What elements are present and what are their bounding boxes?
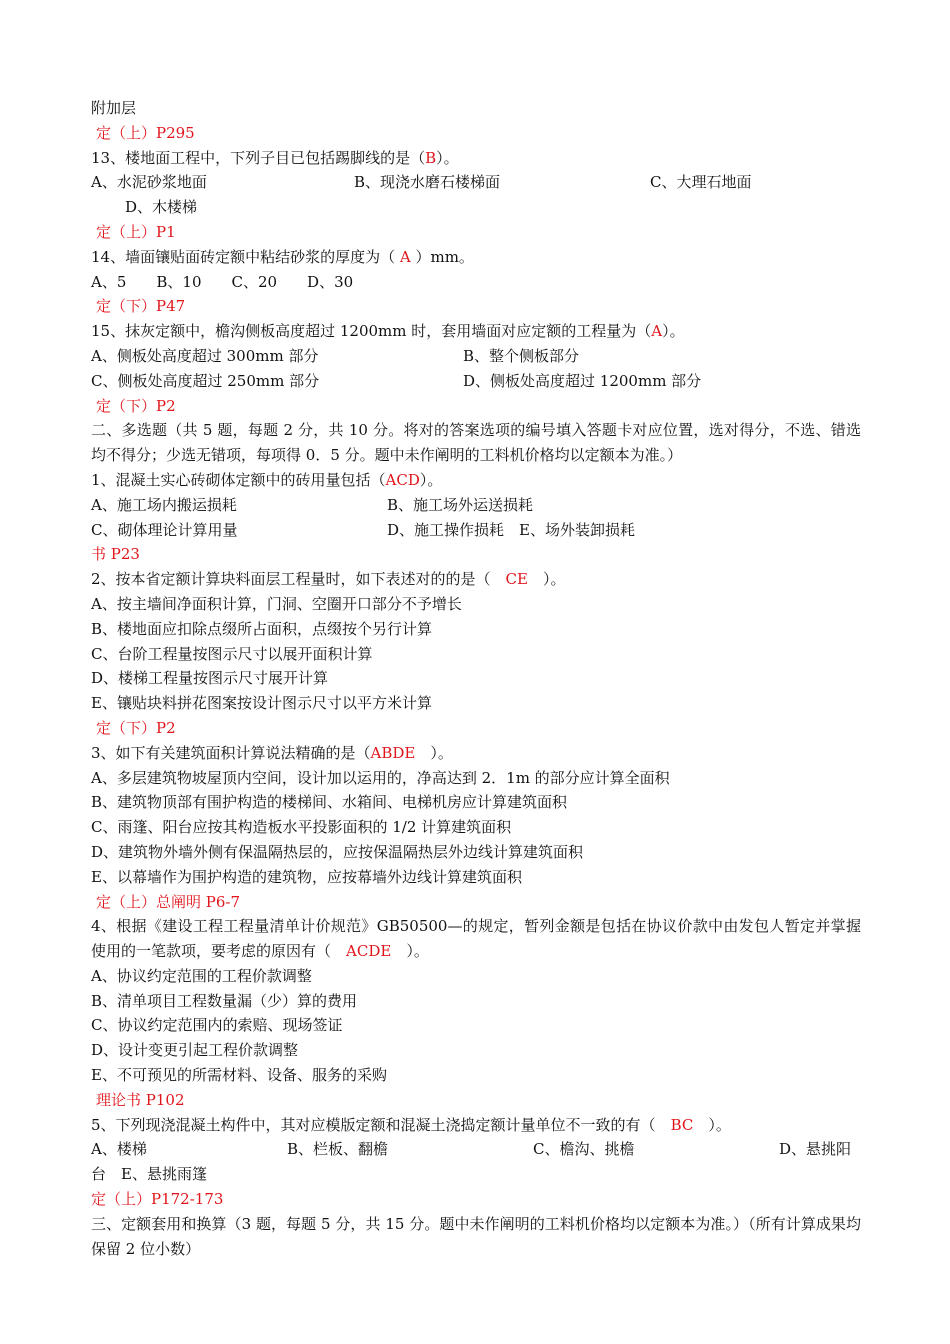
doc-line xyxy=(91,914,861,964)
answer-text: ABDE xyxy=(370,743,416,762)
doc-line xyxy=(91,493,861,518)
paragraph-text: 二、多选题（共 5 题，每题 2 分，共 10 分。将对的答案选项的编号填入答题卡对应位置，选对得分，不选、错选均不得分；少选无错项，每项得 0．5 分。题中未作阐明的工料机价格均以定额本为准。） xyxy=(91,421,861,465)
question-text: ）。 xyxy=(662,322,685,341)
doc-line xyxy=(91,592,861,617)
doc-line xyxy=(91,666,861,691)
doc-line xyxy=(91,344,861,369)
paragraph-text: 三、定额套用和换算（3 题，每题 5 分，共 15 分。题中未作阐明的工料机价格均以定额本为准。）（所有计算成果均保留 2 位小数） xyxy=(91,1214,861,1258)
line-text: B、楼地面应扣除点缀所占面积，点缀按个另行计算 xyxy=(91,619,433,638)
question-text: 15、抹灰定额中，檐沟侧板高度超过 1200mm 时，套用墙面对应定额的工程量为（ xyxy=(91,322,652,341)
option-text: D、侧板处高度超过 1200mm 部分 xyxy=(463,371,702,390)
question-text: 14、墙面镶贴面砖定额中粘结砂浆的厚度为（ xyxy=(91,247,400,266)
answer-text: B xyxy=(425,148,437,167)
doc-line xyxy=(91,220,861,245)
line-text: A、按主墙间净面积计算，门洞、空圈开口部分不予增长 xyxy=(91,594,462,613)
line-text: B、清单项目工程数量漏（少）算的费用 xyxy=(91,991,358,1010)
doc-line xyxy=(91,1113,861,1138)
doc-line xyxy=(91,865,861,890)
reference-label: 定（上）P295 xyxy=(96,123,195,142)
doc-line xyxy=(91,964,861,989)
question-text: ）。 xyxy=(436,148,459,167)
option-text: C、砌体理论计算用量 xyxy=(91,520,238,539)
doc-line xyxy=(91,815,861,840)
option-text: B、整个侧板部分 xyxy=(463,346,580,365)
doc-line xyxy=(91,121,861,146)
question-text: ）。 xyxy=(419,470,443,489)
doc-line xyxy=(91,542,861,567)
doc-line xyxy=(91,1088,861,1113)
doc-line xyxy=(91,840,861,865)
option-text: C、侧板处高度超过 250mm 部分 xyxy=(91,371,320,390)
reference-label: 定（下）P2 xyxy=(96,396,176,415)
doc-line xyxy=(91,1137,861,1162)
reference-label: 定（上）总阐明 P6-7 xyxy=(96,892,241,911)
doc-line xyxy=(91,716,861,741)
question-text: 13、楼地面工程中，下列子目已包括踢脚线的是（ xyxy=(91,148,426,167)
line-text: 台 E、悬挑雨篷 xyxy=(91,1165,207,1184)
doc-line xyxy=(91,691,861,716)
answer-text: A xyxy=(651,322,663,341)
line-text: C、协议约定范围内的索赔、现场签证 xyxy=(91,1016,343,1035)
doc-line xyxy=(91,1187,861,1212)
doc-line xyxy=(91,394,861,419)
option-text: A、施工场内搬运损耗 xyxy=(91,495,237,514)
doc-line xyxy=(91,418,861,468)
reference-label: 书 P23 xyxy=(91,545,140,564)
option-text: A、楼梯 xyxy=(91,1140,147,1159)
question-text: 4、根据《建设工程工程量清单计价规范》GB50500—的规定，暂列金额是包括在协议价款中由发包人暂 xyxy=(91,917,800,936)
question-text: 1、混凝土实心砖砌体定额中的砖用量包括（ xyxy=(91,470,386,489)
answer-text: A xyxy=(399,247,411,266)
doc-line xyxy=(91,1212,861,1262)
doc-line xyxy=(91,319,861,344)
line-text: D、木楼梯 xyxy=(125,198,198,217)
answer-text: CE xyxy=(505,570,528,589)
question-text: ）。 xyxy=(415,743,453,762)
option-text: B、栏板、翻檐 xyxy=(287,1140,389,1159)
answer-text: ACDE xyxy=(346,942,392,961)
line-text: C、台阶工程量按图示尺寸以展开面积计算 xyxy=(91,644,373,663)
doc-line xyxy=(91,790,861,815)
line-text: D、楼梯工程量按图示尺寸展开计算 xyxy=(91,669,329,688)
doc-line xyxy=(91,989,861,1014)
doc-line xyxy=(91,617,861,642)
doc-line xyxy=(91,195,861,220)
line-text: E、不可预见的所需材料、设备、服务的采购 xyxy=(91,1066,387,1085)
option-text: D、悬挑阳 xyxy=(779,1140,852,1159)
line-text: A、协议约定范围的工程价款调整 xyxy=(91,966,312,985)
doc-line xyxy=(91,642,861,667)
doc-line xyxy=(91,270,861,295)
option-text: C、大理石地面 xyxy=(650,173,752,192)
question-text: ）mm。 xyxy=(410,247,474,266)
doc-line xyxy=(91,245,861,270)
doc-line xyxy=(91,1162,861,1187)
doc-line xyxy=(91,1063,861,1088)
doc-line xyxy=(91,890,861,915)
doc-line xyxy=(91,1013,861,1038)
line-text: 附加层 xyxy=(91,99,137,117)
reference-label: 定（下）P47 xyxy=(96,297,186,316)
reference-label: 定（下）P2 xyxy=(96,718,176,737)
option-text: A、水泥砂浆地面 xyxy=(91,173,207,192)
doc-line xyxy=(91,294,861,319)
answer-text: ACD xyxy=(385,470,420,489)
line-text: B、建筑物顶部有围护构造的楼梯间、水箱间、电梯机房应计算建筑面积 xyxy=(91,793,568,812)
doc-line xyxy=(91,567,861,592)
question-text: 2、按本省定额计算块料面层工程量时，如下表述对的的是（ xyxy=(91,570,506,589)
doc-line xyxy=(91,96,861,121)
option-text: B、施工场外运送损耗 xyxy=(387,495,534,514)
option-text: A、侧板处高度超过 300mm 部分 xyxy=(91,346,319,365)
doc-line xyxy=(91,741,861,766)
line-text: A、多层建筑物坡屋顶内空间，设计加以运用的，净高达到 2．1m 的部分应计算全面积 xyxy=(91,768,670,787)
option-text: B、现浇水磨石楼梯面 xyxy=(354,173,501,192)
question-text: 3、如下有关建筑面积计算说法精确的是（ xyxy=(91,743,371,762)
question-text: ）。 xyxy=(391,942,429,961)
question-text: ）。 xyxy=(693,1115,731,1134)
line-text: D、设计变更引起工程价款调整 xyxy=(91,1041,299,1060)
reference-label: 定（上）P172-173 xyxy=(91,1190,224,1209)
option-text: D、施工操作损耗 E、场外装卸损耗 xyxy=(387,520,635,539)
reference-label: 定（上）P1 xyxy=(96,222,176,241)
line-text: D、建筑物外墙外侧有保温隔热层的，应按保温隔热层外边线计算建筑面积 xyxy=(91,842,584,861)
doc-line xyxy=(91,1038,861,1063)
question-text: 定并掌握使用的一笔款项，要考虑的原因有（ xyxy=(91,917,861,961)
doc-line xyxy=(91,468,861,493)
doc-line xyxy=(91,146,861,171)
document-page xyxy=(91,96,861,1261)
doc-line xyxy=(91,766,861,791)
line-text: A、5 B、10 C、20 D、30 xyxy=(91,272,354,291)
line-text: E、镶贴块料拼花图案按设计图示尺寸以平方米计算 xyxy=(91,694,432,713)
question-text: 5、下列现浇混凝土构件中，其对应模版定额和混凝土浇捣定额计量单位不一致的有（ xyxy=(91,1115,671,1134)
question-text: ）。 xyxy=(527,570,566,589)
doc-line xyxy=(91,170,861,195)
answer-text: BC xyxy=(670,1115,694,1134)
line-text: E、以幕墙作为围护构造的建筑物，应按幕墙外边线计算建筑面积 xyxy=(91,867,522,886)
line-text: C、雨篷、阳台应按其构造板水平投影面积的 1/2 计算建筑面积 xyxy=(91,818,512,837)
doc-line xyxy=(91,518,861,543)
reference-label: 理论书 P102 xyxy=(96,1090,185,1109)
option-text: C、檐沟、挑檐 xyxy=(533,1140,635,1159)
doc-line xyxy=(91,369,861,394)
